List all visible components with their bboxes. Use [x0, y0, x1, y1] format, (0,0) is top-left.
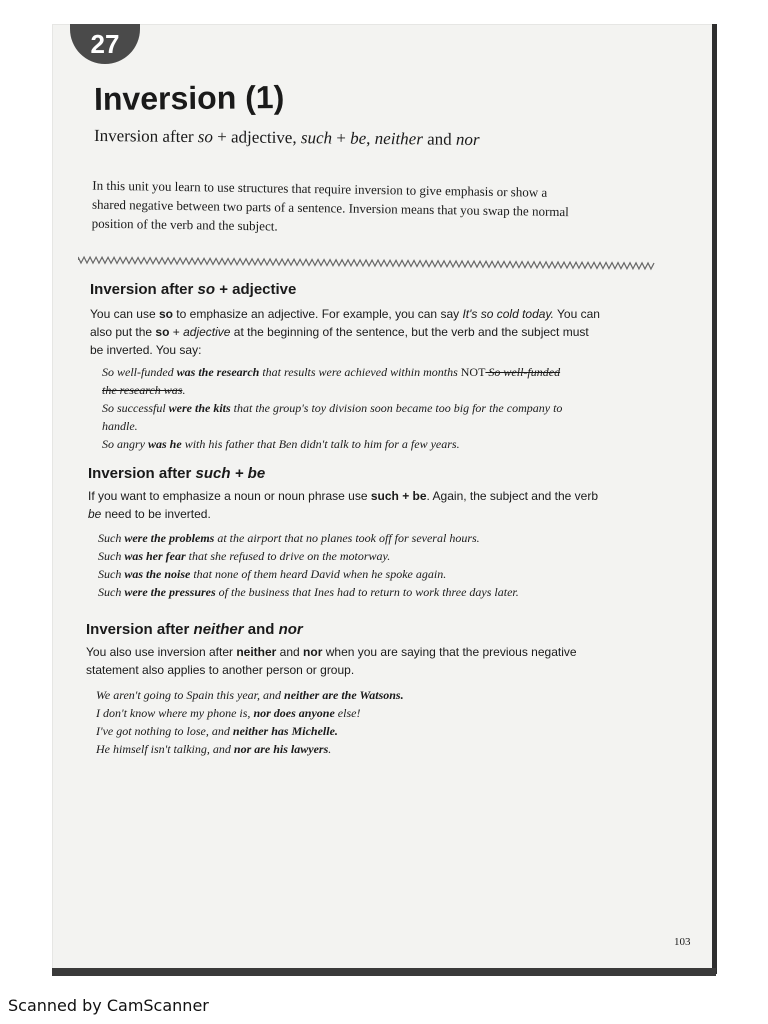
section-heading-neither-nor: Inversion after neither and nor [86, 621, 303, 638]
example-sentence: handle. [102, 419, 138, 433]
example-sentence: I've got nothing to lose, and neither has Michelle. [96, 724, 338, 738]
section-heading-so-adjective: Inversion after so + adjective [90, 281, 297, 298]
section-body-such-be: If you want to emphasize a noun or noun phrase use such + be. Again, the subject and the verb be need to be inverted. [88, 489, 598, 521]
intro-line: position of the verb and the subject. [91, 215, 278, 234]
example-sentence: Such was the noise that none of them heard David when he spoke again. [98, 567, 447, 581]
page-edge-shadow [712, 24, 717, 974]
section-body-so-adjective: You can use so to emphasize an adjective. For example, you can say It's so cold today. You can also put the so + adjective at the beginning of the sentence, but the verb and the subject must be inverted. You say: [90, 307, 600, 357]
example-sentence: He himself isn't talking, and nor are his lawyers. [96, 742, 332, 756]
example-sentence: the research was. [102, 383, 186, 397]
examples-such-be [98, 529, 658, 601]
intro-paragraph [92, 176, 649, 242]
example-sentence: I don't know where my phone is, nor does anyone else! [96, 706, 361, 720]
unit-number-badge: 27 [70, 24, 140, 64]
page-title: Inversion (1) [93, 79, 285, 117]
intro-line: In this unit you learn to use structures that require inversion to give emphasis or show a [92, 177, 548, 200]
example-sentence: So well-funded was the research that results were achieved within months NOT So well-funded [102, 365, 561, 379]
example-sentence: So successful were the kits that the group's toy division soon became too big for the company to [102, 401, 563, 415]
example-sentence: So angry was he with his father that Ben didn't talk to him for a few years. [102, 437, 460, 451]
page-bottom-shadow [52, 968, 716, 976]
examples-neither-nor [96, 686, 656, 758]
example-sentence: Such were the problems at the airport that no planes took off for several hours. [98, 531, 480, 545]
scanner-watermark: Scanned by CamScanner [8, 996, 209, 1015]
section-heading-such-be: Inversion after such + be [88, 465, 266, 482]
intro-line: shared negative between two parts of a sentence. Inversion means that you swap the normal [91, 196, 569, 220]
page-subtitle: Inversion after so + adjective, such + be, neither and nor [93, 125, 480, 150]
example-sentence: Such was her fear that she refused to drive on the motorway. [98, 549, 391, 563]
example-sentence: Such were the pressures of the business that Ines had to return to work three days later. [98, 585, 519, 599]
example-sentence: We aren't going to Spain this year, and neither are the Watsons. [96, 688, 404, 702]
section-body-neither-nor: You also use inversion after neither and nor when you are saying that the previous negative statement also applies to another person or group. [86, 645, 577, 677]
page-number: 103 [674, 936, 691, 948]
examples-so-adjective [102, 363, 662, 453]
